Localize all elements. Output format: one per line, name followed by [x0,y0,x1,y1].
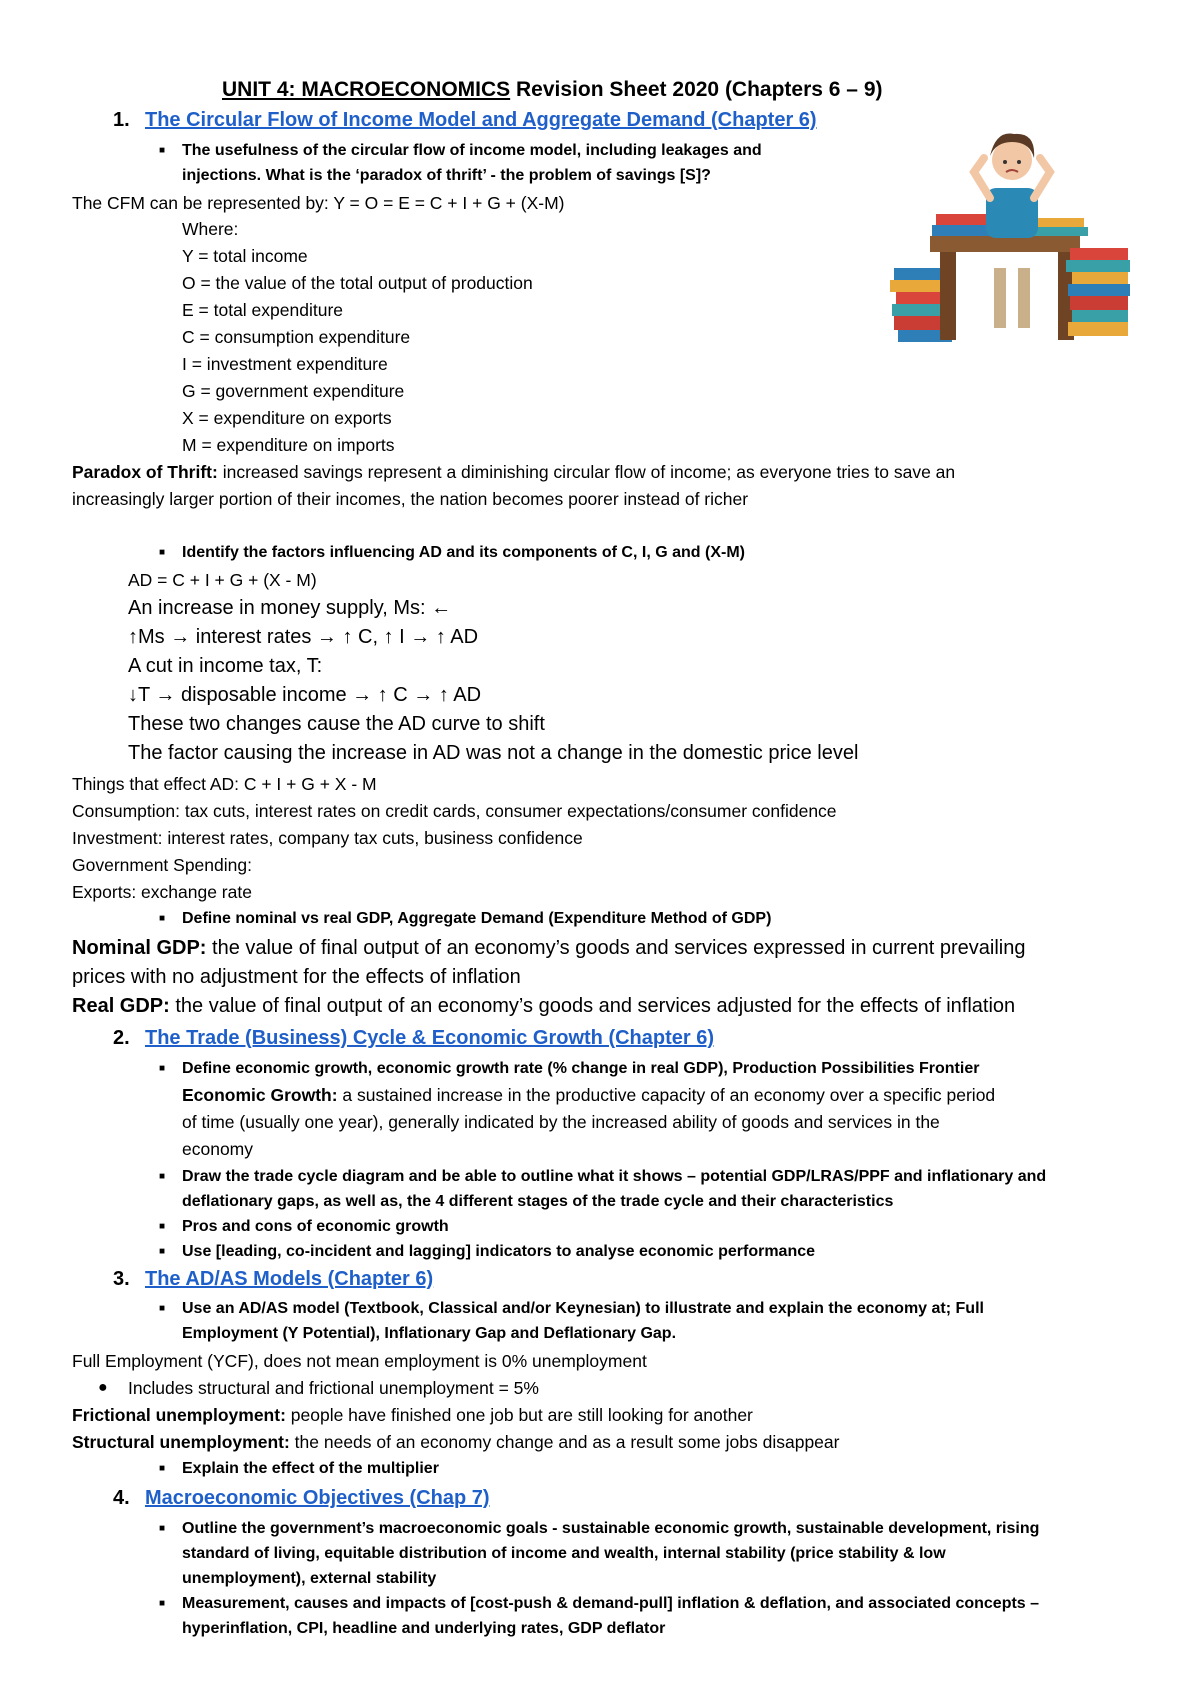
bullet-icon: ■ [159,145,166,156]
bullet-icon: ■ [159,1221,166,1232]
ad-equation: AD = C + I + G + (X - M) [128,570,317,590]
right-book-stack-icon [1066,248,1130,336]
s4-bullet-2: ■ Measurement, causes and impacts of [cost-push & demand-pull] inflation & deflation, and associated concepts – [182,1591,1039,1616]
section-1-heading[interactable]: 1. The Circular Flow of Income Model and Aggregate Demand (Chapter 6) [113,109,817,131]
page-title: UNIT 4: MACROECONOMICS Revision Sheet 2020 (Chapters 6 – 9) [222,78,883,101]
income-tax-line: A cut in income tax, T: [128,655,323,677]
growth-definition: Economic Growth: a sustained increase in the productive capacity of an economy over a specific period [182,1085,996,1105]
structural-definition: Structural unemployment: the needs of an economy change and as a result some jobs disappear [72,1432,840,1452]
money-supply-line: An increase in money supply, Ms: ← [128,597,452,619]
nominal-gdp-definition: Nominal GDP: the value of final output of an economy’s goods and services expressed in current prevailing [72,937,1026,959]
def-c: C = consumption expenditure [182,327,411,347]
thrift-definition: Paradox of Thrift: increased savings represent a diminishing circular flow of income; as everyone tries to save an [72,462,956,482]
s4-bullet-1-cont-1: standard of living, equitable distribution of income and wealth, internal stability (price stability & low [182,1545,946,1562]
bullet-icon: ■ [159,1463,166,1474]
nominal-gdp-definition-cont: prices with no adjustment for the effects of inflation [72,966,521,988]
s1-bullet-3: ■ Define nominal vs real GDP, Aggregate Demand (Expenditure Method of GDP) [182,906,771,931]
desk-top-icon [930,236,1080,252]
income-tax-chain: ↓T → disposable income → ↑ C → ↑ AD [128,684,482,706]
student-head-icon [992,140,1032,180]
ad-factor-note: The factor causing the increase in AD was not a change in the domestic price level [128,742,859,764]
bullet-icon: ■ [159,1598,166,1609]
s3-bullet-1: ■ Use an AD/AS model (Textbook, Classical and/or Keynesian) to illustrate and explain the economy at; Full [182,1296,984,1321]
bullet-icon: ■ [159,1246,166,1257]
s1-bullet-2: ■ Identify the factors influencing AD and its components of C, I, G and (X-M) [182,540,745,565]
frictional-definition: Frictional unemployment: people have finished one job but are still looking for another [72,1405,753,1425]
things-effect-ad: Things that effect AD: C + I + G + X - M [72,774,377,794]
section-3-heading[interactable]: 3. The AD/AS Models (Chapter 6) [113,1268,434,1290]
s2-bullet-1: ■ Define economic growth, economic growth rate (% change in real GDP), Production Possibilities Frontier [182,1056,979,1081]
def-m: M = expenditure on imports [182,435,395,455]
investment-factors: Investment: interest rates, company tax cuts, business confidence [72,828,583,848]
growth-definition-cont-1: of time (usually one year), generally indicated by the increased ability of goods and services in the [182,1112,940,1132]
s2-bullet-2: ■ Draw the trade cycle diagram and be able to outline what it shows – potential GDP/LRAS/PPF and inflationary and [182,1164,1046,1189]
def-i: I = investment expenditure [182,354,388,374]
government-factors: Government Spending: [72,855,252,875]
s2-bullet-3: ■ Pros and cons of economic growth [182,1214,449,1239]
def-g: G = government expenditure [182,381,405,401]
def-o: O = the value of the total output of production [182,273,533,293]
section-4-heading[interactable]: 4. Macroeconomic Objectives (Chap 7) [113,1487,490,1509]
def-e: E = total expenditure [182,300,344,320]
bullet-icon: ■ [159,913,166,924]
def-y: Y = total income [182,246,308,266]
full-employment-note: Full Employment (YCF), does not mean employment is 0% unemployment [72,1351,647,1371]
def-x: X = expenditure on exports [182,408,392,428]
bullet-icon: ■ [159,547,166,558]
money-supply-chain: ↑Ms → interest rates → ↑ C, ↑ I → ↑ AD [128,626,479,648]
full-employment-bullet: ● Includes structural and frictional unemployment = 5% [128,1375,539,1401]
s4-bullet-1-cont-2: unemployment), external stability [182,1570,437,1587]
s1-bullet-1-cont: injections. What is the ‘paradox of thrift’ - the problem of savings [S]? [182,167,711,184]
s3-bullet-2: ■ Explain the effect of the multiplier [182,1456,439,1481]
section-2-heading[interactable]: 2. The Trade (Business) Cycle & Economic Growth (Chapter 6) [113,1027,715,1049]
export-factors: Exports: exchange rate [72,882,252,902]
s4-bullet-1: ■ Outline the government’s macroeconomic goals - sustainable economic growth, sustainable development, rising [182,1516,1039,1541]
cfm-equation: The CFM can be represented by: Y = O = E = C + I + G + (X-M) [72,193,565,213]
bullet-dot-icon: ● [98,1379,108,1396]
thrift-definition-cont: increasingly larger portion of their incomes, the nation becomes poorer instead of richer [72,489,749,509]
s1-bullet-1: ■ The usefulness of the circular flow of income model, including leakages and [182,138,762,163]
s2-bullet-2-cont: deflationary gaps, as well as, the 4 different stages of the trade cycle and their characteristics [182,1193,894,1210]
bullet-icon: ■ [159,1523,166,1534]
where-label: Where: [182,219,239,239]
real-gdp-definition: Real GDP: the value of final output of an economy’s goods and services adjusted for the effects of inflation [72,995,1016,1017]
stressed-student-illustration [886,118,1136,350]
s4-bullet-2-cont: hyperinflation, CPI, headline and underlying rates, GDP deflator [182,1620,666,1637]
s3-bullet-1-cont: Employment (Y Potential), Inflationary Gap and Deflationary Gap. [182,1325,677,1342]
bullet-icon: ■ [159,1063,166,1074]
growth-definition-cont-2: economy [182,1139,254,1159]
ad-shift-note: These two changes cause the AD curve to shift [128,713,545,735]
consumption-factors: Consumption: tax cuts, interest rates on credit cards, consumer expectations/consumer confidence [72,801,837,821]
bullet-icon: ■ [159,1171,166,1182]
s2-bullet-4: ■ Use [leading, co-incident and lagging] indicators to analyse economic performance [182,1239,815,1264]
student-body-icon [986,188,1038,238]
bullet-icon: ■ [159,1303,166,1314]
